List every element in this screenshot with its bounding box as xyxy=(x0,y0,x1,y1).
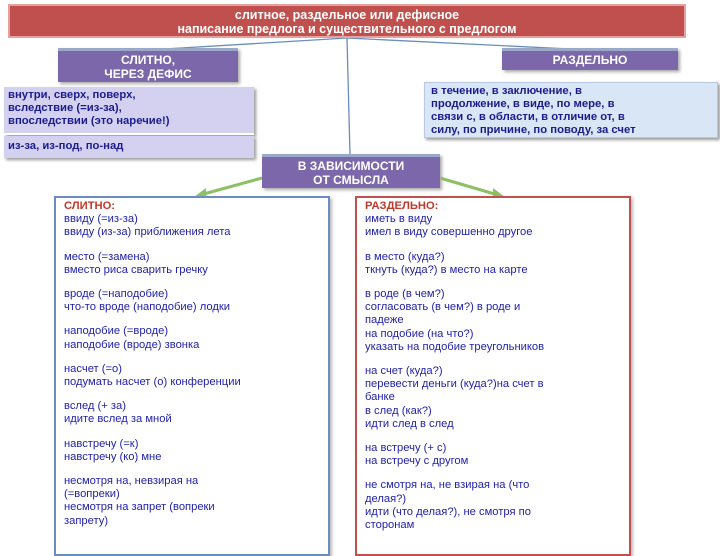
separately-line: в течение, в заключение, в xyxy=(431,85,582,97)
example-group xyxy=(365,251,621,277)
title-line-2: написание предлога и существительного с предлогом xyxy=(177,22,517,36)
example-group xyxy=(365,442,621,468)
header-depends-on-meaning xyxy=(262,154,440,188)
example-line: запрету) xyxy=(64,514,109,527)
example-line: делая?) xyxy=(365,492,407,505)
group-gap xyxy=(64,464,320,475)
header-together-line-1: СЛИТНО, xyxy=(120,53,176,67)
title-line-1: слитное, раздельное или дефисное xyxy=(234,8,460,22)
header-depends-line-1: В ЗАВИСИМОСТИ xyxy=(297,159,405,173)
example-line: на встречу (+ с) xyxy=(365,442,447,455)
group-gap xyxy=(365,468,621,479)
example-line: иметь в виду xyxy=(365,213,433,226)
group-gap xyxy=(64,352,320,363)
example-line: на счет (куда?) xyxy=(365,365,443,378)
together-line: впоследствии (это наречие!) xyxy=(8,115,170,127)
example-line: вместо риса сварить гречку xyxy=(64,263,208,276)
example-group xyxy=(365,365,621,431)
arrow-line-right xyxy=(440,178,498,195)
example-group xyxy=(64,438,320,464)
together-line: вследствие (=из-за), xyxy=(8,102,122,114)
separately-line: продолжение, в виде, по мере, в xyxy=(431,98,615,110)
example-group xyxy=(365,479,621,532)
example-line: несмотря на, невзирая на xyxy=(64,475,199,488)
example-line: ввиду (из-за) приближения лета xyxy=(64,226,231,239)
group-gap xyxy=(64,427,320,438)
example-line: сторонам xyxy=(365,519,415,532)
together-column xyxy=(54,196,330,556)
together-examples-box xyxy=(4,87,254,135)
example-group xyxy=(365,213,621,239)
together-column-groups xyxy=(64,213,320,528)
example-group xyxy=(64,213,320,239)
example-line: идти след в след xyxy=(365,417,454,430)
together-column-heading: СЛИТНО: xyxy=(64,200,116,212)
example-group xyxy=(64,325,320,351)
example-line: наподобие (вроде) звонка xyxy=(64,338,200,351)
example-line: падеже xyxy=(365,314,404,327)
group-gap xyxy=(365,240,621,251)
connector-title-middle xyxy=(347,38,350,155)
example-line: идти (что делая?), не смотря по xyxy=(365,505,531,518)
example-line: в место (куда?) xyxy=(365,250,445,263)
example-group xyxy=(64,363,320,389)
group-gap xyxy=(365,277,621,288)
example-line: на встречу с другом xyxy=(365,455,469,468)
example-line: не смотря на, не взирая на (что xyxy=(365,479,530,492)
group-gap xyxy=(64,389,320,400)
example-line: место (=замена) xyxy=(64,250,150,263)
header-together-hyphen xyxy=(58,48,238,82)
separately-column xyxy=(355,196,631,556)
arrow-line-left xyxy=(200,178,262,195)
together-line: внутри, сверх, поверх, xyxy=(8,89,136,101)
example-line: перевести деньги (куда?)на счет в xyxy=(365,378,544,391)
example-line: вроде (=наподобие) xyxy=(64,288,169,301)
example-line: подумать насчет (о) конференции xyxy=(64,376,241,389)
example-line: указать на подобие треугольников xyxy=(365,340,545,353)
group-gap xyxy=(365,354,621,365)
separately-column-groups xyxy=(365,213,621,532)
group-gap xyxy=(365,431,621,442)
header-together-line-2: ЧЕРЕЗ ДЕФИС xyxy=(104,67,192,81)
example-group xyxy=(64,251,320,277)
separately-examples-box xyxy=(424,82,718,138)
example-line: несмотря на запрет (вопреки xyxy=(64,501,215,514)
example-line: что-то вроде (наподобие) лодки xyxy=(64,301,231,314)
example-line: банке xyxy=(365,391,395,404)
example-line: (=вопреки) xyxy=(64,488,120,501)
separately-line: силу, по причине, по поводу, за счет xyxy=(431,124,636,136)
group-gap xyxy=(64,277,320,288)
hyphen-line: из-за, из-под, по-над xyxy=(8,140,124,152)
example-group xyxy=(64,475,320,528)
main-title xyxy=(8,4,686,38)
example-line: ткнуть (куда?) в место на карте xyxy=(365,263,528,276)
example-group xyxy=(64,288,320,314)
header-separately-label: РАЗДЕЛЬНО xyxy=(552,53,628,67)
separately-column-heading: РАЗДЕЛЬНО: xyxy=(365,200,439,212)
example-group xyxy=(365,288,621,354)
example-line: наподобие (=вроде) xyxy=(64,325,169,338)
hyphen-examples-box xyxy=(4,136,254,158)
group-gap xyxy=(64,240,320,251)
example-line: идите вслед за мной xyxy=(64,413,172,426)
example-line: навстречу (ко) мне xyxy=(64,450,162,463)
example-line: насчет (=о) xyxy=(64,362,122,375)
separately-line: связи с, в области, в отличие от, в xyxy=(431,111,625,123)
example-line: ввиду (=из-за) xyxy=(64,213,138,226)
example-line: согласовать (в чем?) в роде и xyxy=(365,301,521,314)
example-line: имел в виду совершенно другое xyxy=(365,226,533,239)
example-line: в след (как?) xyxy=(365,404,432,417)
example-line: в роде (в чем?) xyxy=(365,288,445,301)
group-gap xyxy=(64,314,320,325)
header-separately xyxy=(502,48,678,70)
header-depends-line-2: ОТ СМЫСЛА xyxy=(313,173,389,187)
example-line: вслед (+ за) xyxy=(64,400,126,413)
example-line: на подобие (на что?) xyxy=(365,327,474,340)
example-line: навстречу (=к) xyxy=(64,437,139,450)
example-group xyxy=(64,400,320,426)
